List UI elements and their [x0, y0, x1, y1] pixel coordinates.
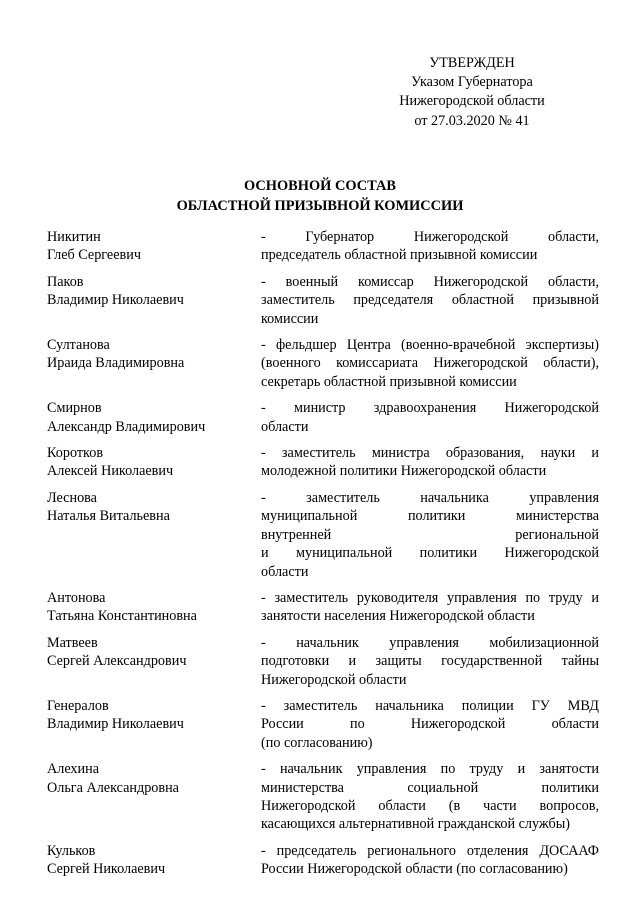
member-position-line: комиссии: [261, 310, 319, 327]
member-given-names: Ираида Владимировна: [47, 355, 185, 372]
member-position-line: Нижегородской области: [261, 671, 407, 688]
member-surname: Паков: [47, 273, 84, 290]
approval-decree: Указом Губернатора: [411, 74, 533, 91]
member-row: [47, 842, 599, 879]
member-position: [261, 589, 599, 626]
member-position-line: (по согласованию): [261, 734, 373, 751]
member-surname: Генералов: [47, 697, 109, 714]
member-surname: Антонова: [47, 589, 106, 606]
member-given-names: Татьяна Константиновна: [47, 608, 197, 625]
member-row: [47, 489, 599, 581]
member-surname: Смирнов: [47, 400, 102, 417]
member-given-names: Ольга Александровна: [47, 779, 179, 796]
member-given-names: Глеб Сергеевич: [47, 247, 141, 264]
approval-stamp: [357, 54, 587, 131]
member-position-line: председатель областной призывной комиссии: [261, 247, 538, 264]
member-position-line: - начальник управления по труду и занятости: [261, 761, 599, 778]
member-position-line: министерства социальной политики: [261, 779, 599, 796]
member-position: [261, 842, 599, 879]
member-row: [47, 444, 599, 481]
member-name: [47, 399, 261, 436]
approval-date-number: от 27.03.2020 № 41: [414, 112, 530, 129]
member-position-line: - Губернатор Нижегородской области,: [261, 229, 599, 245]
member-position: [261, 634, 599, 689]
member-position-line: Нижегородской области (в части вопросов,: [261, 797, 599, 814]
member-surname: Кульков: [47, 842, 96, 859]
member-given-names: Наталья Витальевна: [47, 508, 170, 525]
member-position-line: - заместитель руководителя управления по труду и: [261, 589, 599, 606]
approval-region: Нижегородской области: [399, 93, 545, 110]
members-list: [47, 228, 599, 879]
member-position-line: секретарь областной призывной комиссии: [261, 373, 517, 390]
member-position-line: (военного комиссариата Нижегородской области),: [261, 355, 599, 372]
member-position-line: и муниципальной политики Нижегородской: [261, 545, 599, 562]
member-position-line: области: [261, 418, 309, 435]
title-line-2: ОБЛАСТНОЙ ПРИЗЫВНОЙ КОМИССИИ: [176, 198, 464, 214]
member-position: [261, 489, 599, 581]
document-title: [0, 176, 640, 216]
member-position: [261, 336, 599, 391]
member-row: [47, 697, 599, 752]
member-name: [47, 697, 261, 734]
member-position-line: области: [261, 563, 309, 580]
member-given-names: Алексей Николаевич: [47, 463, 174, 480]
member-position: [261, 444, 599, 481]
member-surname: Алехина: [47, 761, 100, 778]
member-position-line: - председатель регионального отделения ДОСААФ: [261, 842, 599, 859]
member-position-line: - заместитель министра образования, науки и: [261, 445, 599, 462]
member-name: [47, 273, 261, 310]
member-row: [47, 336, 599, 391]
member-name: [47, 842, 261, 879]
title-line-1: ОСНОВНОЙ СОСТАВ: [244, 178, 396, 194]
member-name: [47, 634, 261, 671]
member-name: [47, 336, 261, 373]
member-surname: Матвеев: [47, 634, 98, 651]
member-given-names: Сергей Николаевич: [47, 861, 166, 878]
member-position-line: - заместитель начальника полиции ГУ МВД: [261, 697, 599, 714]
member-name: [47, 489, 261, 526]
member-position-line: заместитель председателя областной призывной: [261, 292, 599, 309]
member-surname: Никитин: [47, 229, 101, 245]
member-position-line: России по Нижегородской области: [261, 716, 599, 733]
member-position-line: - фельдшер Центра (военно-врачебной экспертизы): [261, 337, 599, 354]
member-position-line: муниципальной политики министерства: [261, 508, 599, 525]
member-position: [261, 228, 599, 265]
member-given-names: Александр Владимирович: [47, 418, 206, 435]
member-row: [47, 760, 599, 834]
member-position-line: - заместитель начальника управления: [261, 489, 599, 506]
member-name: [47, 228, 261, 265]
member-name: [47, 444, 261, 481]
member-position: [261, 760, 599, 834]
member-position: [261, 399, 599, 436]
approval-heading: УТВЕРЖДЕН: [429, 55, 515, 71]
member-surname: Султанова: [47, 337, 110, 354]
member-position-line: молодежной политики Нижегородской области: [261, 463, 547, 480]
member-surname: Коротков: [47, 445, 104, 462]
member-surname: Леснова: [47, 489, 97, 506]
member-row: [47, 273, 599, 328]
member-name: [47, 760, 261, 797]
member-row: [47, 634, 599, 689]
member-position-line: - начальник управления мобилизационной: [261, 634, 599, 651]
member-position-line: подготовки и защиты государственной тайны: [261, 653, 599, 670]
member-position-line: - министр здравоохранения Нижегородской: [261, 400, 599, 417]
member-position: [261, 273, 599, 328]
member-given-names: Владимир Николаевич: [47, 716, 184, 733]
member-position: [261, 697, 599, 752]
member-name: [47, 589, 261, 626]
member-position-line: занятости населения Нижегородской области: [261, 608, 535, 625]
member-position-line: внутренней региональной: [261, 526, 599, 543]
member-row: [47, 228, 599, 265]
member-given-names: Сергей Александрович: [47, 653, 187, 670]
member-position-line: России Нижегородской области (по согласованию): [261, 861, 568, 878]
member-row: [47, 399, 599, 436]
member-row: [47, 589, 599, 626]
member-position-line: - военный комиссар Нижегородской области,: [261, 273, 599, 290]
member-position-line: касающихся альтернативной гражданской службы): [261, 816, 570, 833]
member-given-names: Владимир Николаевич: [47, 292, 184, 309]
